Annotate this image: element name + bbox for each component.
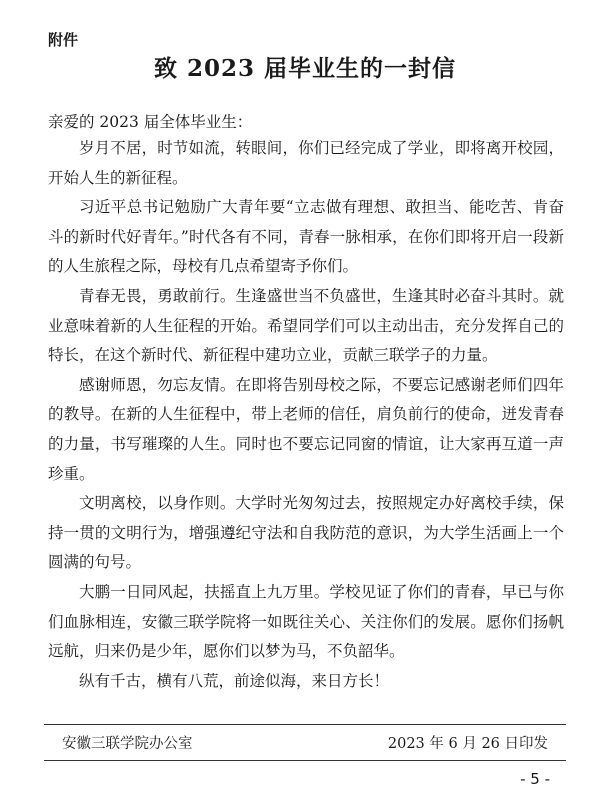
paragraph: 大鹏一日同风起，扶摇直上九万里。学校见证了你们的青春，早已与你们血脉相连，安徽三联学院将一如既往关心、关注你们的发展。愿你们扬帆远航，归来仍是少年，愿你们以梦为马，不负韶华。 — [48, 582, 564, 661]
paragraph: 文明离校，以身作则。大学时光匆匆过去，按照规定办好离校手续，保持一贯的文明行为，增强遵纪守法和自我防范的意识，为大学生活画上一个圆满的句号。 — [48, 494, 564, 572]
paragraph: 习近平总书记勉励广大青年要“立志做有理想、敢担当、能吃苦、肯奋斗的新时代好青年。”时代各有不同，青春一脉相承，在你们即将开启一段新的人生旅程之际，母校有几点希望寄予你们。 — [48, 198, 564, 276]
letter-body — [48, 134, 564, 696]
attachment-label: 附件 — [48, 31, 79, 49]
paragraph: 感谢师恩，勿忘友情。在即将告别母校之际，不要忘记感谢老师们四年的教导。在新的人生征程中，带上老师的信任，肩负前行的使命，迸发青春的力量，书写璀璨的人生。同时也不要忘记同窗的情谊，让大家再互道一声珍重。 — [48, 375, 564, 483]
paragraph: 岁月不居，时节如流，转眼间，你们已经完成了学业，即将离开校园，开始人生的新征程。 — [48, 139, 564, 187]
footer-top-rule — [44, 724, 566, 725]
paragraph: 青春无畏，勇敢前行。生逢盛世当不负盛世，生逢其时必奋斗其时。就业意味着新的人生征程的开始。希望同学们可以主动出击，充分发挥自己的特长，在这个新时代、新征程中建功立业，贡献三联学子的力量。 — [48, 286, 564, 365]
page-number: - 5 - — [520, 770, 550, 788]
footer-bottom-rule — [44, 760, 566, 761]
salutation: 亲爱的 2023 届全体毕业生： — [48, 113, 253, 131]
issuer: 安徽三联学院办公室 — [62, 736, 193, 752]
paragraph: 纵有千古，横有八荒，前途似海，来日方长！ — [79, 671, 390, 690]
issue-date: 2023 年 6 月 26 日印发 — [387, 736, 548, 752]
document-title: 致 2023 届毕业生的一封信 — [153, 55, 457, 82]
